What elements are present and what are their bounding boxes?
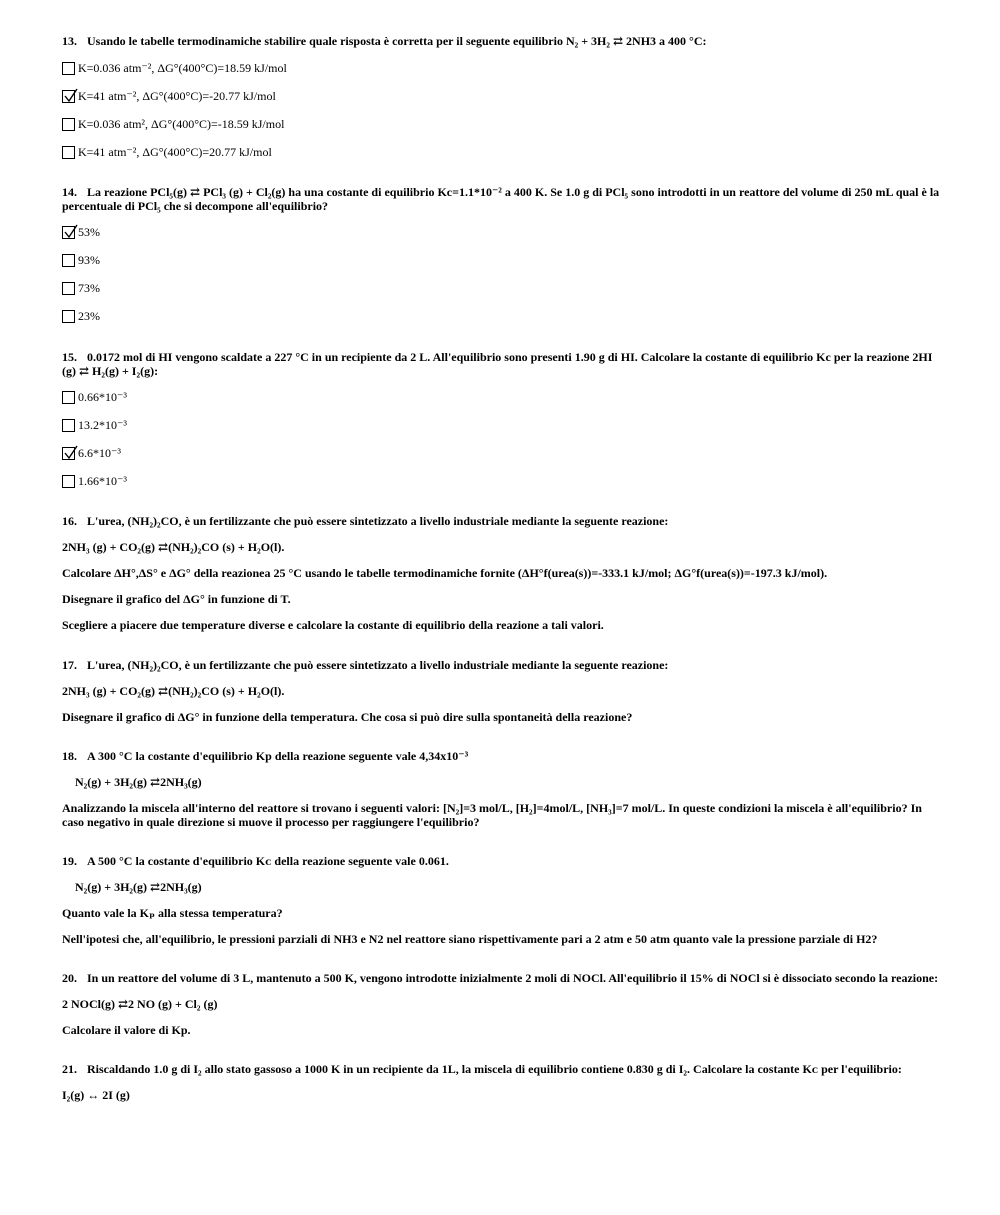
checkbox[interactable] (62, 254, 75, 267)
question-text: 20. In un reattore del volume di 3 L, mantenuto a 500 K, vengono introdotte inizialmente 2 moli di NOCl. All'equilibrio il 15% di NOCl si è dissociato secondo la reazione: (62, 971, 939, 985)
reaction-equation: N₂(g) + 3H₂(g) ⇄2NH₃(g) (75, 775, 202, 789)
instruction-text: Disegnare il grafico del ΔG° in funzione di T. (62, 592, 291, 606)
answer-option[interactable]: K=41 atm⁻², ΔG°(400°C)=-20.77 kJ/mol (62, 89, 942, 103)
reaction-equation: 2NH₃ (g) + CO₂(g) ⇄(NH₂)₂CO (s) + H₂O(l). (62, 684, 285, 698)
question-21 (62, 1062, 942, 1102)
question-number: 15. (62, 350, 77, 364)
checkbox-checked[interactable] (62, 90, 75, 103)
instruction-text: Calcolare il valore di Kp. (62, 1023, 191, 1037)
answer-option[interactable]: 73% (62, 281, 942, 295)
question-text: 14. La reazione PCl₅(g) ⇄ PCl₃ (g) + Cl₂(g) ha una costante di equilibrio Kc=1.1*10⁻² a 400 K. Se 1.0 g di PCl₅ sono introdotti in un reattore del volume di 250 mL qual è la percentuale di PCl₅ che si decompone all'equilibrio? (62, 185, 940, 213)
question-text: 17. L'urea, (NH₂)₂CO, è un fertilizzante che può essere sintetizzato a livello industriale mediante la seguente reazione: (62, 658, 669, 672)
question-20 (62, 971, 942, 1037)
checkbox[interactable] (62, 62, 75, 75)
instruction-text: Disegnare il grafico di ΔG° in funzione della temperatura. Che cosa si può dire sulla spontaneità della reazione? (62, 710, 633, 724)
answer-option[interactable]: 23% (62, 309, 942, 323)
instruction-text: Scegliere a piacere due temperature diverse e calcolare la costante di equilibrio della reazione a tali valori. (62, 618, 604, 632)
checkmark-icon (63, 224, 79, 240)
checkbox[interactable] (62, 419, 75, 432)
checkbox-checked[interactable] (62, 447, 75, 460)
answer-option[interactable]: K=0.036 atm², ΔG°(400°C)=-18.59 kJ/mol (62, 117, 942, 131)
answer-option[interactable]: 53% (62, 225, 942, 239)
question-number: 13. (62, 34, 77, 48)
checkbox[interactable] (62, 282, 75, 295)
question-number: 16. (62, 514, 77, 528)
checkbox[interactable] (62, 146, 75, 159)
answer-option[interactable]: 6.6*10⁻³ (62, 446, 942, 460)
question-number: 21. (62, 1062, 77, 1076)
instruction-text: Quanto vale la Kₚ alla stessa temperatura? (62, 906, 283, 920)
question-number: 17. (62, 658, 77, 672)
question-18 (62, 749, 942, 829)
answer-option[interactable]: 93% (62, 253, 942, 267)
question-number: 14. (62, 185, 77, 199)
answer-option[interactable]: 13.2*10⁻³ (62, 418, 942, 432)
question-text: 13. Usando le tabelle termodinamiche stabilire quale risposta è corretta per il seguente equilibrio N₂ + 3H₂ ⇄ 2NH3 a 400 °C: (62, 34, 707, 48)
instruction-text: Calcolare ΔH°,ΔS° e ΔG° della reazionea 25 °C usando le tabelle termodinamiche fornite (ΔH°f(urea(s))=-333.1 kJ/mol; ΔG°f(urea(s))=-197.3 kJ/mol). (62, 566, 828, 580)
checkbox[interactable] (62, 391, 75, 404)
question-text: 18. A 300 °C la costante d'equilibrio Kp della reazione seguente vale 4,34x10⁻³ (62, 749, 469, 763)
reaction-equation: N₂(g) + 3H₂(g) ⇄2NH₃(g) (75, 880, 202, 894)
checkbox-checked[interactable] (62, 226, 75, 239)
question-19 (62, 854, 942, 946)
question-text: 16. L'urea, (NH₂)₂CO, è un fertilizzante che può essere sintetizzato a livello industriale mediante la seguente reazione: (62, 514, 669, 528)
reaction-equation: 2 NOCl(g) ⇄2 NO (g) + Cl₂ (g) (62, 997, 218, 1011)
checkmark-icon (63, 445, 79, 461)
checkbox[interactable] (62, 475, 75, 488)
question-15 (62, 350, 942, 488)
checkbox[interactable] (62, 310, 75, 323)
answer-option[interactable]: 0.66*10⁻³ (62, 390, 942, 404)
question-17 (62, 658, 942, 724)
checkmark-icon (63, 88, 79, 104)
checkbox[interactable] (62, 118, 75, 131)
reaction-equation: I₂(g) ↔ 2I (g) (62, 1088, 130, 1102)
question-text: 15. 0.0172 mol di HI vengono scaldate a 227 °C in un recipiente da 2 L. All'equilibrio sono presenti 1.90 g di HI. Calcolare la costante di equilibrio Kc per la reazione 2HI (g) ⇄ H₂(g) + I₂(g): (62, 350, 933, 378)
question-text: 19. A 500 °C la costante d'equilibrio Kᴄ della reazione seguente vale 0.061. (62, 854, 449, 868)
answer-option[interactable]: 1.66*10⁻³ (62, 474, 942, 488)
question-number: 19. (62, 854, 77, 868)
answer-option[interactable]: K=0.036 atm⁻², ΔG°(400°C)=18.59 kJ/mol (62, 61, 942, 75)
exercise-page (62, 34, 942, 1102)
reaction-equation: 2NH₃ (g) + CO₂(g) ⇄(NH₂)₂CO (s) + H₂O(l). (62, 540, 285, 554)
question-number: 20. (62, 971, 77, 985)
question-number: 18. (62, 749, 77, 763)
instruction-text: Analizzando la miscela all'interno del reattore si trovano i seguenti valori: [N₂]=3 mol/L, [H₂]=4mol/L, [NH₃]=7 mol/L. In queste condizioni la miscela è all'equilibrio? In caso negativo in quale direzione si muove il processo per raggiungere l'equilibrio? (62, 801, 922, 829)
answer-option[interactable]: K=41 atm⁻², ΔG°(400°C)=20.77 kJ/mol (62, 145, 942, 159)
question-16 (62, 514, 942, 632)
question-13 (62, 34, 942, 159)
question-text: 21. Riscaldando 1.0 g di I₂ allo stato gassoso a 1000 K in un recipiente da 1L, la miscela di equilibrio contiene 0.830 g di I₂. Calcolare la costante Kᴄ per l'equilibrio: (62, 1062, 902, 1076)
instruction-text: Nell'ipotesi che, all'equilibrio, le pressioni parziali di NH3 e N2 nel reattore siano rispettivamente pari a 2 atm e 50 atm quanto vale la pressione parziale di H2? (62, 932, 878, 946)
question-14 (62, 185, 942, 323)
